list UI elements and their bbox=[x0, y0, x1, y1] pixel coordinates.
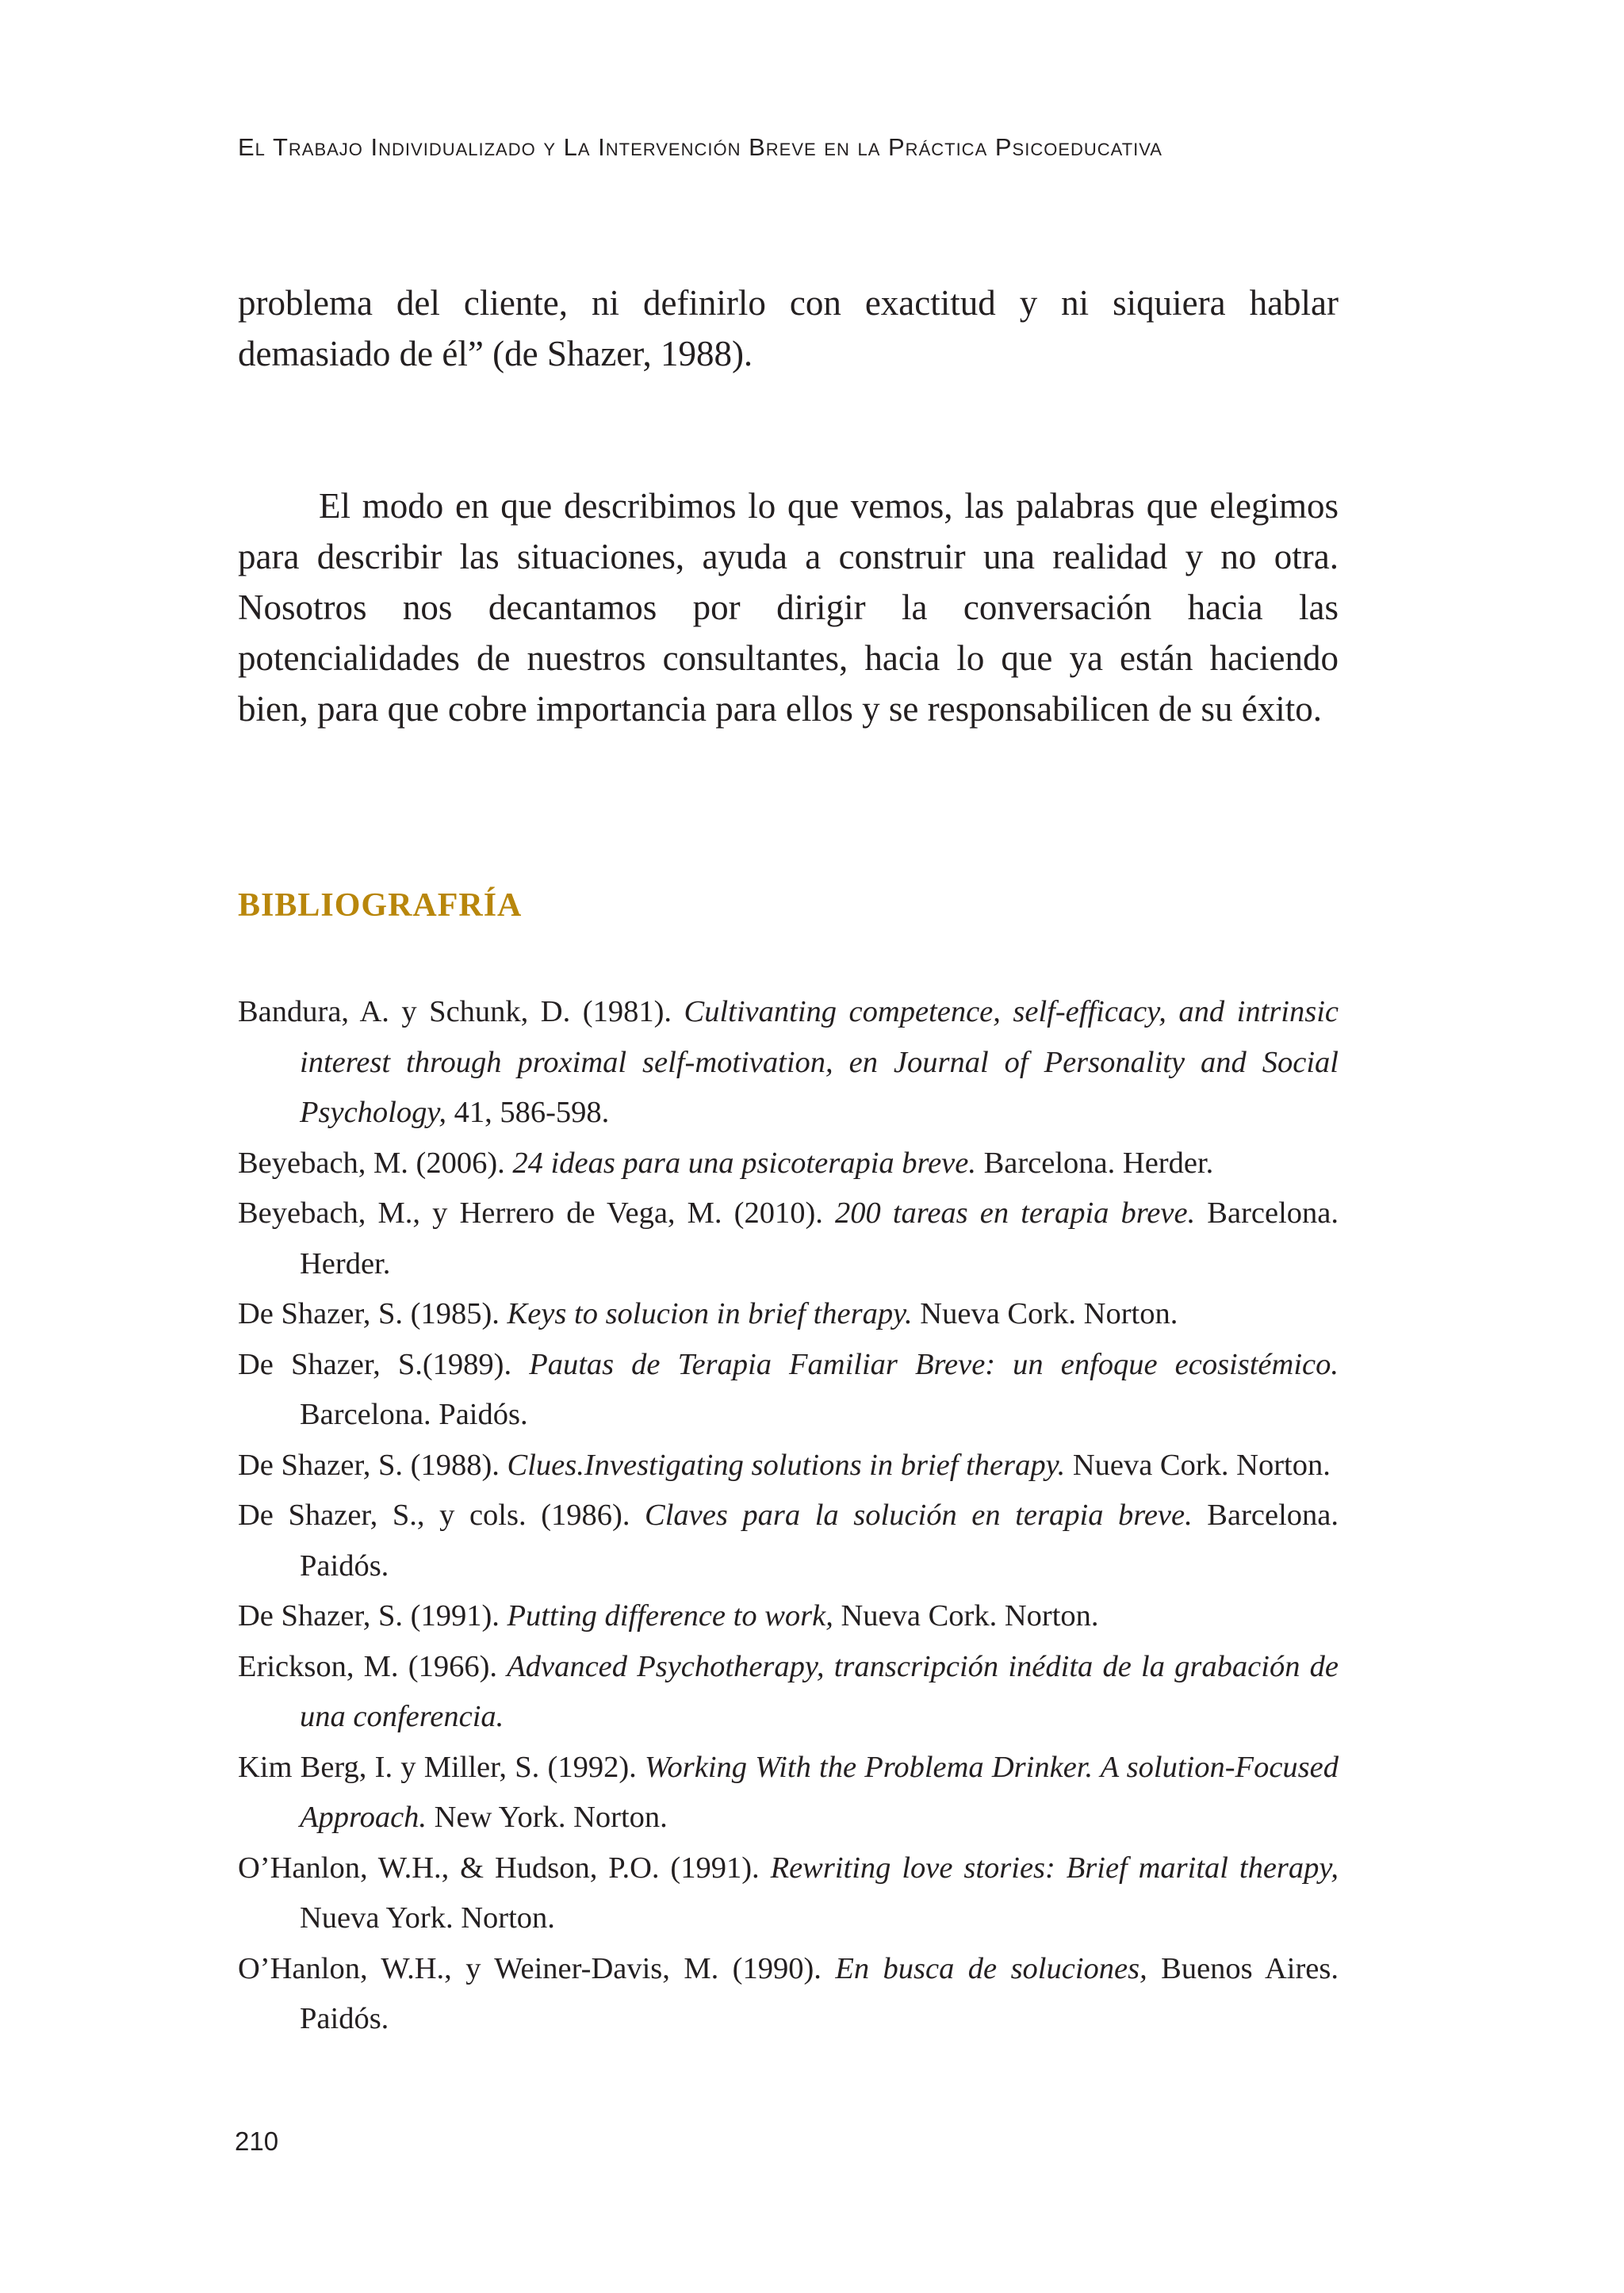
entry-title: Claves para la solución en terapia breve. bbox=[645, 1499, 1193, 1532]
entry-publication: New York. Norton. bbox=[427, 1801, 668, 1834]
entry-title: Putting difference to work, bbox=[507, 1599, 833, 1633]
entry-authors: O’Hanlon, W.H., & Hudson, P.O. (1991). bbox=[238, 1851, 771, 1885]
entry-authors: De Shazer, S., y cols. (1986). bbox=[238, 1499, 645, 1532]
bibliography-list bbox=[238, 987, 1339, 2045]
entry-title: Working With the Problema Drinker. A solution-Focused Approach. bbox=[300, 1750, 1339, 1834]
entry-authors: Beyebach, M. (2006). bbox=[238, 1146, 513, 1180]
entry-title: Keys to solucion in brief therapy. bbox=[507, 1297, 913, 1330]
bibliography-entry bbox=[238, 1340, 1339, 1441]
entry-publication: Nueva York. Norton. bbox=[300, 1901, 555, 1935]
entry-title: Advanced Psychotherapy, transcripción inédita de la grabación de una conferencia. bbox=[300, 1649, 1339, 1733]
entry-title: Cultivanting competence, self-efficacy, and intrinsic interest through proximal self-motivation, en Journal of Personality and Social Psychology, bbox=[300, 995, 1339, 1129]
bibliography-entry bbox=[238, 1491, 1339, 1591]
bibliography-entry bbox=[238, 1139, 1339, 1189]
entry-authors: Beyebach, M., y Herrero de Vega, M. (2010). bbox=[238, 1196, 835, 1230]
entry-title: Rewriting love stories: Brief marital therapy, bbox=[770, 1851, 1339, 1885]
entry-authors: Bandura, A. y Schunk, D. (1981). bbox=[238, 995, 684, 1028]
page-number: 210 bbox=[235, 2126, 279, 2156]
bibliography-entry bbox=[238, 987, 1339, 1139]
entry-publication: Buenos Aires. Paidós. bbox=[300, 1951, 1339, 2035]
entry-publication: Barcelona. Paidós. bbox=[300, 1398, 528, 1431]
body-paragraph-1: problema del cliente, ni definirlo con exactitud y ni siquiera hablar demasiado de él” (de Shazer, 1988). bbox=[238, 283, 1339, 373]
bibliography-heading: BIBLIOGRAFRÍA bbox=[238, 887, 523, 924]
entry-authors: Kim Berg, I. y Miller, S. (1992). bbox=[238, 1750, 645, 1784]
entry-title: En busca de soluciones, bbox=[835, 1951, 1147, 1985]
entry-authors: De Shazer, S.(1989). bbox=[238, 1347, 530, 1381]
entry-authors: De Shazer, S. (1991). bbox=[238, 1599, 508, 1633]
bibliography-entry bbox=[238, 1591, 1339, 1642]
bibliography-entry bbox=[238, 1441, 1339, 1491]
entry-title: 24 ideas para una psicoterapia breve. bbox=[512, 1146, 976, 1180]
entry-publication: Nueva Cork. Norton. bbox=[1065, 1448, 1331, 1482]
entry-title: 200 tareas en terapia breve. bbox=[834, 1196, 1196, 1230]
bibliography-entry bbox=[238, 1944, 1339, 2045]
bibliography-entry bbox=[238, 1843, 1339, 1944]
entry-authors: Erickson, M. (1966). bbox=[238, 1649, 508, 1683]
entry-title: Clues.Investigating solutions in brief therapy. bbox=[507, 1448, 1066, 1482]
body-paragraph-2: El modo en que describimos lo que vemos, las palabras que elegimos para describir las situaciones, ayuda a construir una realidad y no otra. Nosotros nos decantamos por dirigir la conversación hacia las potencialidades de nuestros consultantes, hacia lo que ya están haciendo bien, para que cobre importancia para ellos y se responsabilicen de su éxito. bbox=[238, 486, 1339, 729]
bibliography-entry bbox=[238, 1289, 1339, 1340]
entry-publication: 41, 586-598. bbox=[446, 1096, 610, 1129]
bibliography-entry bbox=[238, 1189, 1339, 1289]
entry-publication: Barcelona. Herder. bbox=[975, 1146, 1214, 1180]
running-header: El Trabajo Individualizado y La Intervención Breve en la Práctica Psicoeducativa bbox=[238, 133, 1162, 161]
entry-publication: Nueva Cork. Norton. bbox=[833, 1599, 1099, 1633]
entry-authors: O’Hanlon, W.H., y Weiner-Davis, M. (1990). bbox=[238, 1951, 836, 1985]
bibliography-entry bbox=[238, 1743, 1339, 1843]
entry-publication: Barcelona. Herder. bbox=[300, 1196, 1339, 1280]
entry-authors: De Shazer, S. (1988). bbox=[238, 1448, 508, 1482]
bibliography-entry bbox=[238, 1642, 1339, 1743]
entry-title: Pautas de Terapia Familiar Breve: un enfoque ecosistémico. bbox=[529, 1347, 1339, 1381]
entry-publication: Nueva Cork. Norton. bbox=[912, 1297, 1178, 1330]
entry-authors: De Shazer, S. (1985). bbox=[238, 1297, 508, 1330]
entry-publication: Barcelona. Paidós. bbox=[300, 1499, 1339, 1583]
